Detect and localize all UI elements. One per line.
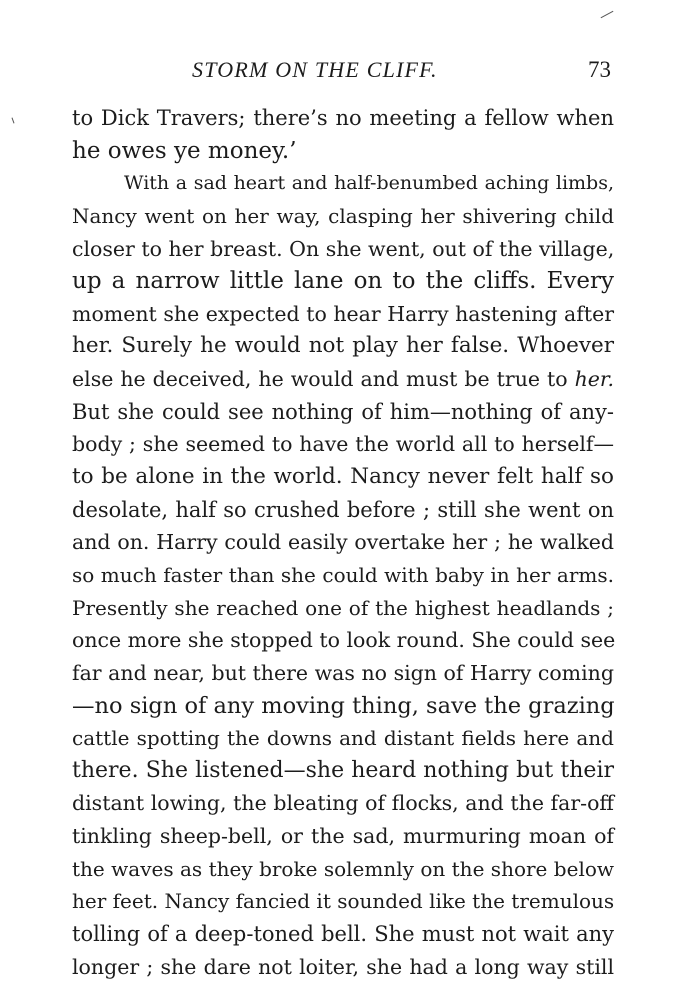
text-line: once more she stopped to look round. She could see xyxy=(72,628,616,653)
text-line: —no sign of any moving thing, save the grazing xyxy=(72,692,615,719)
text-line: distant lowing, the bleating of flocks, and the far-off xyxy=(72,791,614,816)
body-text xyxy=(72,102,614,983)
text-line: closer to her breast. On she went, out of the village, xyxy=(72,236,615,261)
text-line: he owes ye money.’ xyxy=(72,137,297,164)
text-line: But she could see nothing of him—nothing of any- xyxy=(72,399,614,424)
text-line: desolate, half so crushed before ; still she went on xyxy=(72,497,614,522)
text-line: moment she expected to hear Harry hastening after xyxy=(72,301,614,326)
text-line: so much faster than she could with baby in her arms. xyxy=(72,562,614,587)
text-line: cattle spotting the downs and distant fields here and xyxy=(72,726,614,751)
text-line: to be alone in the world. Nancy never felt half so xyxy=(72,464,614,490)
text-line: body ; she seemed to have the world all to herself— xyxy=(72,432,614,457)
text-line: tolling of a deep-toned bell. She must not wait any xyxy=(72,922,614,947)
text-line: With a sad heart and half-benumbed aching limbs, xyxy=(124,172,614,195)
emphasis: her. xyxy=(574,367,614,392)
text-line: Nancy went on her way, clasping her shivering child xyxy=(72,203,614,228)
page-number: 73 xyxy=(588,57,611,82)
text-line: Presently she reached one of the highest headlands ; xyxy=(72,595,614,620)
text-line: far and near, but there was no sign of Harry coming xyxy=(72,660,614,685)
text-line: the waves as they broke solemnly on the shore below xyxy=(72,856,614,881)
text-line: longer ; she dare not loiter, she had a long way still xyxy=(72,954,614,979)
text-line: else he deceived, he would and must be true to her. xyxy=(72,367,614,392)
text-line: to Dick Travers; there’s no meeting a fellow when xyxy=(72,106,614,130)
text-line: tinkling sheep-bell, or the sad, murmuring moan of xyxy=(72,824,614,849)
text-line: her feet. Nancy fancied it sounded like the tremulous xyxy=(72,889,615,914)
text-line: and on. Harry could easily overtake her ; he walked xyxy=(72,530,614,555)
running-head xyxy=(0,54,687,88)
margin-mark xyxy=(12,118,15,124)
text-line: her. Surely he would not play her false. Whoever xyxy=(72,333,614,359)
text-line: up a narrow little lane on to the cliffs. Every xyxy=(72,268,614,295)
running-head-title: STORM ON THE CLIFF. xyxy=(192,57,438,82)
text-line: there. She listened—she heard nothing but their xyxy=(72,757,614,783)
margin-mark xyxy=(601,11,614,18)
